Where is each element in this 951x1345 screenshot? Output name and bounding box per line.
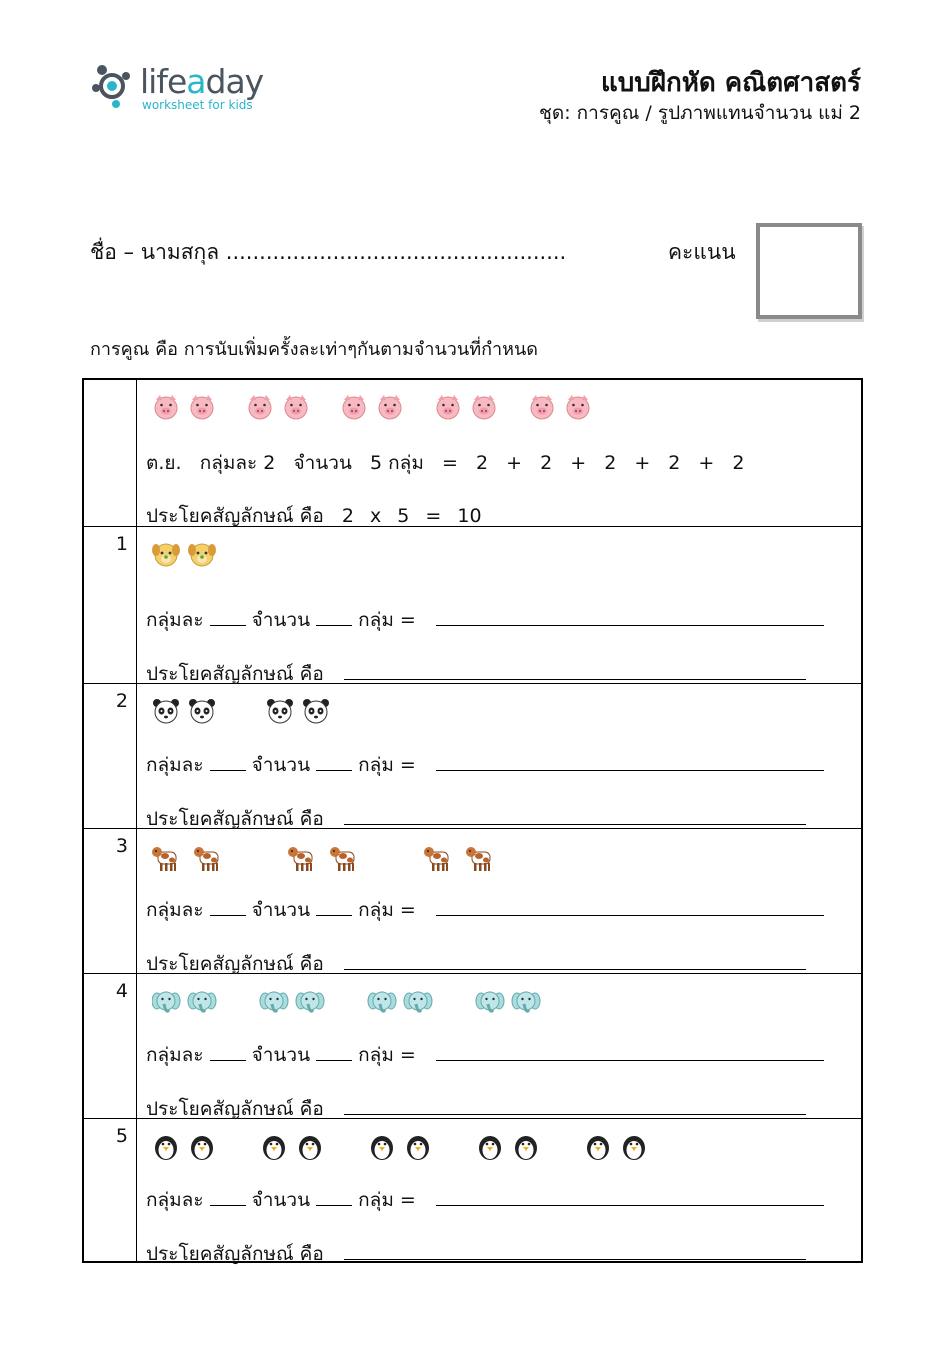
pig-icon	[437, 395, 459, 419]
grouping-line	[146, 605, 824, 635]
panda-icon	[189, 699, 215, 723]
count-label: จำนวน	[251, 1044, 311, 1066]
cow-icon	[330, 847, 354, 871]
sentence-line	[146, 1239, 806, 1269]
penguin-icon	[371, 1136, 393, 1160]
sentence-blank[interactable]	[344, 951, 806, 970]
exercise-row-3	[84, 829, 861, 974]
addition-blank[interactable]	[436, 607, 824, 626]
exercise-pictures	[152, 988, 852, 1016]
elephant-icon	[368, 992, 396, 1011]
example-groups: 5 กลุ่ม	[370, 452, 424, 474]
number-column	[84, 684, 137, 828]
cow-icon	[424, 847, 448, 871]
example-prefix: ต.ย.	[146, 452, 182, 474]
count-label: จำนวน	[251, 899, 311, 921]
panda-icon	[153, 699, 179, 723]
per-group-label: กลุ่มละ	[146, 1044, 204, 1066]
count-label: จำนวน	[251, 609, 311, 631]
penguin-icon	[515, 1136, 537, 1160]
sentence-blank[interactable]	[344, 661, 806, 680]
exercise-number: 2	[115, 690, 128, 712]
cow-icon	[152, 847, 176, 871]
example-count-label: จำนวน	[293, 452, 352, 474]
sentence-label: ประโยคสัญลักษณ์ คือ	[146, 808, 324, 830]
example-pictures	[152, 394, 852, 422]
logo-molecule-icon	[90, 62, 138, 110]
sentence-label: ประโยคสัญลักษณ์ คือ	[146, 1243, 324, 1265]
exercise-row-4	[84, 974, 861, 1119]
elephant-icon	[296, 992, 324, 1011]
penguin-icon	[155, 1136, 177, 1160]
per-group-blank[interactable]	[210, 897, 246, 916]
per-group-label: กลุ่มละ	[146, 609, 204, 631]
number-column	[84, 974, 137, 1118]
example-equals: =	[441, 452, 458, 474]
number-column	[84, 380, 137, 526]
count-blank[interactable]	[316, 607, 352, 626]
groups-label: กลุ่ม =	[358, 1044, 416, 1066]
groups-label: กลุ่ม =	[358, 609, 416, 631]
logo-wordmark: lifeaday	[140, 62, 264, 101]
addition-blank[interactable]	[436, 1042, 824, 1061]
example-addition: 2 + 2 + 2 + 2 + 2	[476, 452, 745, 474]
example-per-group: กลุ่มละ 2	[199, 452, 276, 474]
sentence-label: ประโยคสัญลักษณ์ คือ	[146, 953, 324, 975]
elephant-icon	[476, 992, 504, 1011]
worksheet-subtitle: ชุด: การคูณ / รูปภาพแทนจำนวน แม่ 2	[539, 102, 861, 124]
penguin-icon	[587, 1136, 609, 1160]
pig-icon	[567, 395, 589, 419]
per-group-label: กลุ่มละ	[146, 754, 204, 776]
cow-icon	[466, 847, 490, 871]
elephant-icon	[152, 992, 180, 1011]
count-label: จำนวน	[251, 754, 311, 776]
addition-blank[interactable]	[436, 752, 824, 771]
example-row	[84, 380, 861, 527]
worksheet-title: แบบฝึกหัด คณิตศาสตร์	[600, 68, 861, 98]
elephant-icon	[404, 992, 432, 1011]
count-blank[interactable]	[316, 1042, 352, 1061]
exercise-number: 4	[115, 980, 128, 1002]
addition-blank[interactable]	[436, 1187, 824, 1206]
sentence-blank[interactable]	[344, 1096, 806, 1115]
name-field[interactable]: ชื่อ – นามสกุล ...................................................	[90, 240, 567, 264]
groups-label: กลุ่ม =	[358, 899, 416, 921]
sentence-label: ประโยคสัญลักษณ์ คือ	[146, 1098, 324, 1120]
grouping-line	[146, 895, 824, 925]
groups-label: กลุ่ม =	[358, 1189, 416, 1211]
elephant-icon	[260, 992, 288, 1011]
example-sentence: 2 x 5 = 10	[341, 505, 482, 527]
penguin-icon	[191, 1136, 213, 1160]
score-box[interactable]	[756, 223, 862, 319]
dog-icon	[188, 544, 216, 566]
pig-icon	[285, 395, 307, 419]
pig-icon	[473, 395, 495, 419]
exercise-pictures	[152, 843, 852, 871]
example-sentence-label: ประโยคสัญลักษณ์ คือ	[146, 505, 324, 527]
number-column	[84, 1119, 137, 1263]
worksheet-table	[82, 378, 863, 1263]
sentence-blank[interactable]	[344, 1241, 806, 1260]
count-blank[interactable]	[316, 752, 352, 771]
pig-icon	[249, 395, 271, 419]
elephant-icon	[188, 992, 216, 1011]
exercise-row-5	[84, 1119, 861, 1263]
grouping-line	[146, 1185, 824, 1215]
exercise-pictures	[152, 541, 852, 569]
pig-icon	[379, 395, 401, 419]
penguin-icon	[299, 1136, 321, 1160]
per-group-label: กลุ่มละ	[146, 899, 204, 921]
number-column	[84, 527, 137, 683]
per-group-blank[interactable]	[210, 607, 246, 626]
exercise-number: 1	[115, 533, 128, 555]
exercise-pictures	[152, 698, 852, 726]
grouping-line	[146, 750, 824, 780]
count-blank[interactable]	[316, 1187, 352, 1206]
sentence-blank[interactable]	[344, 806, 806, 825]
panda-icon	[303, 699, 329, 723]
pig-icon	[343, 395, 365, 419]
per-group-blank[interactable]	[210, 752, 246, 771]
per-group-blank[interactable]	[210, 1042, 246, 1061]
grouping-line	[146, 1040, 824, 1070]
count-blank[interactable]	[316, 897, 352, 916]
penguin-icon	[263, 1136, 285, 1160]
logo-tagline: worksheet for kids	[142, 98, 253, 112]
exercise-number: 3	[115, 835, 128, 857]
cow-icon	[288, 847, 312, 871]
penguin-icon	[479, 1136, 501, 1160]
dog-icon	[152, 544, 180, 566]
exercise-row-2	[84, 684, 861, 829]
score-label: คะแนน	[668, 240, 736, 264]
pig-icon	[155, 395, 177, 419]
logo	[90, 62, 280, 114]
exercise-row-1	[84, 527, 861, 684]
exercise-pictures	[152, 1133, 852, 1161]
groups-label: กลุ่ม =	[358, 754, 416, 776]
elephant-icon	[512, 992, 540, 1011]
penguin-icon	[623, 1136, 645, 1160]
pig-icon	[531, 395, 553, 419]
example-line	[146, 448, 744, 478]
panda-icon	[267, 699, 293, 723]
exercise-number: 5	[115, 1125, 128, 1147]
per-group-blank[interactable]	[210, 1187, 246, 1206]
addition-blank[interactable]	[436, 897, 824, 916]
cow-icon	[194, 847, 218, 871]
pig-icon	[191, 395, 213, 419]
number-column	[84, 829, 137, 973]
penguin-icon	[407, 1136, 429, 1160]
count-label: จำนวน	[251, 1189, 311, 1211]
intro-text: การคูณ คือ การนับเพิ่มครั้งละเท่าๆกันตามจำนวนที่กำหนด	[90, 339, 538, 360]
sentence-label: ประโยคสัญลักษณ์ คือ	[146, 663, 324, 685]
per-group-label: กลุ่มละ	[146, 1189, 204, 1211]
